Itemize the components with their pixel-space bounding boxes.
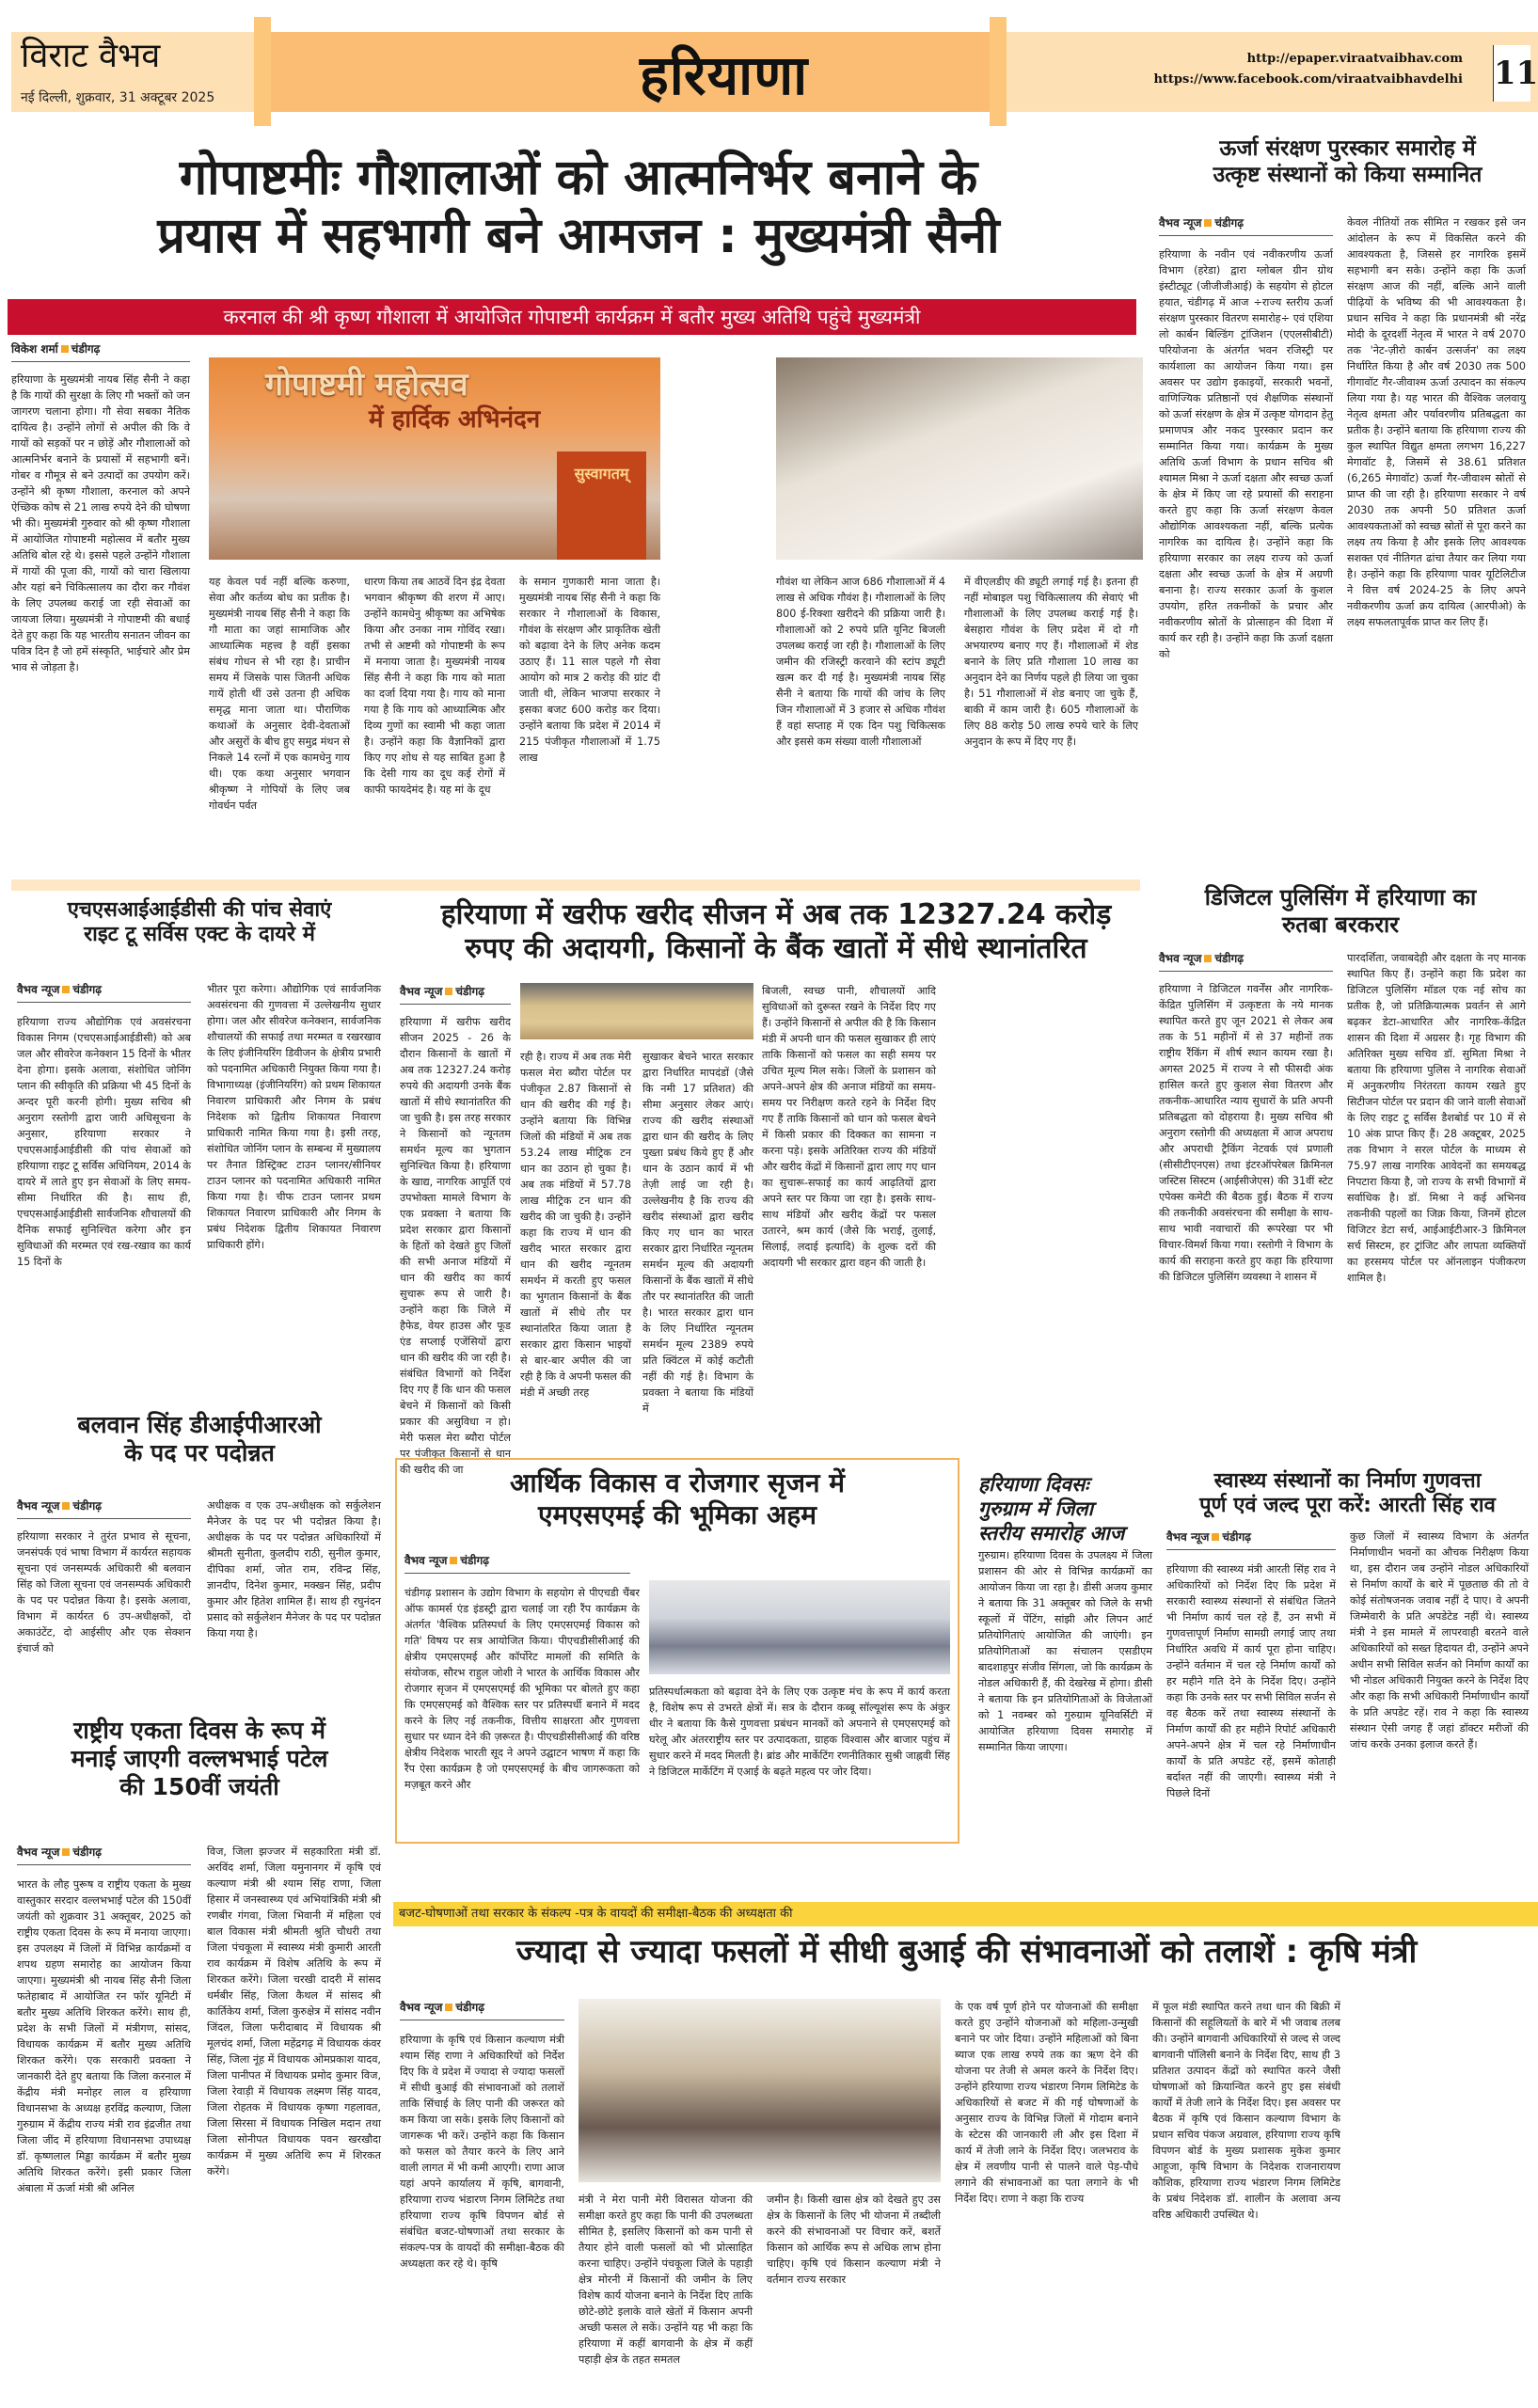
lead-column-5: गौवंश था लेकिन आज 686 गौशालाओं में 4 लाख से अधिक गौवंश है। गौशालाओं के लिए 800 ई-रिक्शा खरीदने की प्रक्रिया जारी है। गौशालाओं को 2 रुपये प्रति यूनिट बिजली उपलब्ध कराई जा रही है। गौशालाओं के लिए जमीन की रजिस्ट्री करवाने की स्टांप ड्यूटी खत्म कर दी गई है। मुख्यमंत्री नायब सिंह सैनी ने बताया कि गायों की जांच के लिए जिन गौशालाओं में 3 हजार से अधिक गौवंश हैं वहां सप्ताह में एक दिन पशु चिकित्सक और इससे कम संख्या वाली गौशालाओं [776, 576, 945, 748]
patel-headline [11, 1717, 388, 1801]
kharif-column-3: सुखाकर बेचने भारत सरकार द्वारा निर्धारित मापदंडों (जैसे कि नमी 17 प्रतिशत) की सीमा अनुसार लेकर आएं। राज्य की खरीद संस्थाओं द्वारा धान की खरीद के लिए पुख्ता प्रबंध किये हुए हैं और धान के उठान कार्य में भी तेज़ी लाई जा रही है। उल्लेखनीय है कि राज्य की खरीद संस्थाओं द्वारा खरीद किए गए धान का भारत सरकार द्वारा निर्धारित न्यूनतम समर्थन मूल्य की अदायगी किसानों के बैंक खातों में सीधे तौर पर स्थानांतरित की जाती है। भारत सरकार द्वारा धान के लिए निर्धारित न्यूनतम समर्थन मूल्य 2389 रुपये प्रति क्विंटल में कोई कटौती नहीं की गई है। विभाग के प्रवक्ता ने बताया कि मंडियों में [642, 1051, 753, 1415]
photo-banner-sub: में हार्दिक अभिनंदन [369, 405, 541, 434]
agri-byline [400, 1999, 564, 2020]
photo-banner-text: गोपाष्टमी महोत्सव [265, 366, 468, 404]
byline-name: वैभव न्यूज [404, 1554, 448, 1567]
hsiidc-byline [17, 981, 191, 1003]
balwan-column-2: अधीक्षक व एक उप-अधीक्षक को सर्कुलेशन मैनेजर के पद पर भी पदोन्नत किया है। अधीक्षक के पद पर पदोन्नत अधिकारियों में श्रीमती सुनीता, कुलदीप राठी, सुनील कुमार, दीपिका शर्मा, जोत राम, रविन्द्र सिंह, ज्ञानदीप, दिनेश कुमार, मक्खन सिंह, प्रदीप कुमार और हितेश शामिल हैं। साथ ही रघुनंदन प्रसाद को सर्कुलेशन मैनेजर के पद पर पदोन्नत किया गया है। [207, 1499, 381, 1640]
lead-photo-cows [776, 357, 1143, 560]
energy-headline [1162, 136, 1533, 188]
lead-subhead-bar: करनाल की श्री कृष्ण गौशाला में आयोजित गोपाष्टमी कार्यक्रम में बतौर मुख्य अतिथि पहुंचे मुख्यमंत्री [8, 299, 1136, 335]
band-tab-left [254, 17, 271, 126]
msme-photo [649, 1580, 950, 1674]
byline-name: वैभव न्यूज [1159, 216, 1202, 230]
lead-column-2: यह केवल पर्व नहीं बल्कि करुणा, सेवा और कर्तव्य बोध का प्रतीक है। मुख्यमंत्री नायब सिंह सैनी ने कहा कि गौ माता का जहां सामाजिक और आध्यात्मिक महत्त्व है वहीं इसका संबंध गोधन से भी रहा है। प्राचीन समय में जिसके पास जितनी अधिक गायें होती थीं उसे उतना ही अधिक समृद्ध माना जाता था। पौराणिक कथाओं के अनुसार देवी-देवताओं और असुरों के बीच हुए समुद्र मंथन से निकले 14 रत्नों में एक कामधेनु गाय थी। एक कथा अनुसार भगवान श्रीकृष्ण ने गोपियों के लिए जब गोवर्धन पर्वत [209, 576, 350, 812]
health-column-1: हरियाणा की स्वास्थ्य मंत्री आरती सिंह राव ने अधिकारियों को निर्देश दिए कि प्रदेश में सरकारी स्वास्थ्य संस्थानों से संबंधित जितने भी निर्माण कार्य चल रहे हैं, उन सभी में गुणवत्तापूर्ण निर्माण सामग्री लगाई जाए तथा निर्धारित अवधि में कार्य पूरा होना चाहिए। उन्होंने वर्तमान में चल रहे निर्माण कार्यों को हर महीने गति देने के निर्देश दिए। उन्होंने कहा कि उनके स्तर पर सभी सिविल सर्जन से वह बैठक करें तथा स्वास्थ्य संस्थानों के निर्माण कार्यों की हर महीने रिपोर्ट अधिकारी अपने-अपने क्षेत्र में चल रहे निर्माणाधीन कार्यों के प्रति अपडेट रहें, इसमें कोताही बर्दाश्त नहीं की जाएगी। स्वास्थ्य मंत्री ने पिछले दिनों [1166, 1563, 1336, 1799]
byline-dot-icon [62, 1848, 70, 1856]
lead-photo-stage [209, 357, 660, 560]
kharif-photo-grain [520, 983, 753, 1039]
patel-headline-line2: मनाई जाएगी वल्लभभाई पटेल [71, 1745, 328, 1772]
balwan-column-1: हरियाणा सरकार ने तुरंत प्रभाव से सूचना, जनसंपर्क एवं भाषा विभाग में कार्यरत सहायक सूचना एवं जनसम्पर्क अधिकारी श्री बलवान सिंह को जिला सूचना एवं जनसम्पर्क अधिकारी के पद पर पदोन्नत किया है। इसके अलावा, विभाग में कार्यरत 6 उप-अधीक्षकों, दो अकाउंटेंट, दो आईसीए और एक सेक्शन इंचार्ज को [17, 1530, 191, 1655]
lead-headline-line1: गोपाष्टमीः गौशालाओं को आत्मनिर्भर बनाने के [179, 150, 978, 206]
lead-headline-line2: प्रयास में सहभागी बने आमजन : मुख्यमंत्री सैनी [157, 208, 1000, 265]
haryana-day-headline [978, 1472, 1157, 1545]
haryana-day-headline-line1: हरियाणा दिवसः [978, 1473, 1089, 1496]
kharif-byline [400, 983, 511, 1005]
patel-headline-line1: राष्ट्रीय एकता दिवस के रूप में [73, 1717, 325, 1744]
lead-column-3: धारण किया तब आठवें दिन इंद्र देवता भगवान श्रीकृष्ण की शरण में आए। उन्होंने कामधेनु श्रीकृष्ण का अभिषेक किया और उनका नाम गोविंद रखा। तभी से अष्टमी को गोपाष्टमी के रूप में मनाया जाता है। मुख्यमंत्री नायब सिंह सैनी ने कहा कि गाय को माता का दर्जा दिया गया है। गाय को माना गया है कि गाय को आध्यात्मिक और दिव्य गुणों का स्वामी भी कहा जाता है। उन्होंने कहा कि वैज्ञानिकों द्वारा किए गए शोध से यह साबित हुआ है कि देसी गाय का दूध कई रोगों में काफी फायदेमंद है। यह मां के दूध [364, 576, 505, 796]
agri-column-2: मंत्री ने मेरा पानी मेरी विरासत योजना की समीक्षा करते हुए कहा कि पानी की उपलब्धता सीमित है, इसलिए किसानों को कम पानी से तैयार होने वाली फसलों को भी प्रोत्साहित करना चाहिए। उन्होंने पंचकूला जिले के पहाड़ी क्षेत्र मोरनी में किसानों की जमीन के लिए विशेष कार्य योजना बनाने के निर्देश दिए ताकि छोटे-छोटे इलाके वाले खेतों में किसान अपनी अच्छी फसल ले सकें। उन्होंने यह भी कहा कि हरियाणा में कहीं बागवानी के क्षेत्र में कहीं पहाड़ी क्षेत्र के तहत समतल [579, 2194, 753, 2366]
band-tab-right [990, 17, 1007, 126]
haryana-day-headline-line2: गुरुग्राम में जिला [978, 1497, 1094, 1520]
byline-place: चंडीगढ़ [71, 342, 101, 356]
health-headline-line2: पूर्ण एवं जल्द पूरा करें: आरती सिंह राव [1199, 1494, 1496, 1518]
agri-photo-meeting [579, 1999, 941, 2182]
agri-column-3: जमीन है। किसी खास क्षेत्र को देखते हुए उस क्षेत्र के किसानों के लिए भी योजना में तब्दीली करने की संभावनाओं पर विचार करें, बशर्ते किसान को आर्थिक रूप से अधिक लाभ होना चाहिए। कृषि एवं किसान कल्याण मंत्री ने वर्तमान राज्य सरकार [767, 2194, 941, 2286]
byline-dot-icon [1204, 955, 1212, 962]
patel-column-1: भारत के लौह पुरूष व राष्ट्रीय एकता के मुख्य वास्तुकार सरदार वल्लभभाई पटेल की 150वीं जयंती को शुक्रवार 31 अक्तूबर, 2025 को राष्ट्रीय एकता दिवस के रूप में मनाया जाएगा। इस उपलक्ष्य में जिलों में विभिन्न कार्यक्रमों व शपथ ग्रहण समारोह का आयोजन किया जाएगा। मुख्यमंत्री श्री नायब सिंह सैनी जिला फतेहाबाद में आयोजित रन फॉर यूनिटी में बतौर मुख्य अतिथि शिरकत करेंगे। साथ ही, प्रदेश के सभी जिलों में मंत्रीगण, सांसद, विधायक कार्यक्रम में बतौर मुख्य अतिथि शिरकत करेंगे। एक सरकारी प्रवक्ता ने जानकारी देते हुए बताया कि जिला करनाल में केंद्रीय मंत्री मनोहर लाल व हरियाणा विधानसभा के अध्यक्ष हरविंद्र कल्याण, जिला गुरुग्राम में केंद्रीय राज्य मंत्री राव इंद्रजीत तथा जिला जींद में हरियाणा विधानसभा उपाध्यक्ष डॉ. कृष्णलाल मिड्ढा कार्यक्रम में बतौर मुख्य अतिथि शिरकत करेंगे। इसी प्रकार जिला अंबाला में ऊर्जा मंत्री श्री अनिल [17, 1878, 191, 2194]
lead-column-4: के समान गुणकारी माना जाता है। मुख्यमंत्री नायब सिंह सैनी ने कहा कि सरकार ने गौशालाओं के विकास, गौवंश के संरक्षण और प्राकृतिक खेती को बढ़ावा देने के लिए अनेक कदम उठाए हैं। 11 साल पहले गौ सेवा आयोग को मात्र 2 करोड़ की ग्रांट दी जाती थी, लेकिन भाजपा सरकार ने इसका बजट 600 करोड़ कर दिया। उन्होंने बताया कि प्रदेश में 2014 में 215 पंजीकृत गौशालाओं में 1.75 लाख [519, 576, 660, 764]
energy-headline-line1: ऊर्जा संरक्षण पुरस्कार समारोह में [1219, 136, 1476, 161]
digital-headline-line1: डिजिटल पुलिसिंग में हरियाणा का [1204, 884, 1477, 911]
balwan-byline [17, 1497, 191, 1519]
byline-place: चंडीगढ़ [72, 1846, 103, 1859]
patel-headline-line3: की 150वीं जयंती [119, 1773, 279, 1800]
msme-headline-line1: आर्थिक विकास व रोजगार सृजन में [509, 1467, 845, 1498]
digital-column-1: हरियाणा ने डिजिटल गवर्नेंस और नागरिक-केंद्रित पुलिसिंग में उत्कृष्टता के नये मानक स्थापित करते हुए जून 2021 से लेकर अब तक के 51 महीनों में से 37 महीनों तक राष्ट्रीय रैंकिंग में शीर्ष स्थान कायम रखा है। अगस्त 2025 में राज्य ने सौ फीसदी अंक हासिल करते हुए कुशल सेवा वितरण और तकनीक-आधारित न्याय सुधारों के प्रति अपनी प्रतिबद्धता को दोहराया है। मुख्य सचिव श्री अनुराग रस्तोगी की अध्यक्षता में आज अपराध और अपराधी ट्रैकिंग नेटवर्क एवं प्रणाली (सीसीटीएनएस) तथा इंटरऑपरेबल क्रिमिनल जस्टिस सिस्टम (आईसीजेएस) की 31वीं स्टेट एपेक्स कमेटी की बैठक हुई। बैठक में राज्य की तकनीकी अवसंरचना की समीक्षा के साथ-साथ भावी नवाचारों की रूपरेखा पर भी विचार-विमर्श किया गया। रस्तोगी ने विभाग के कार्य की सराहना करते हुए कहा कि हरियाणा की डिजिटल पुलिसिंग व्यवस्था ने शासन में [1159, 983, 1333, 1283]
byline-name: वैभव न्यूज [17, 1499, 60, 1513]
byline-place: चंडीगढ़ [455, 985, 485, 998]
dateline: नई दिल्ली, शुक्रवार, 31 अक्टूबर 2025 [21, 90, 215, 105]
health-column-2: कुछ जिलों में स्वास्थ्य विभाग के अंतर्गत निर्माणाधीन भवनों का औचक निरीक्षण किया था, इस दौरान जब उन्होंने नोडल अधिकारियों से निर्माण कार्यों के बारे में पूछताछ की तो वे कोई संतोषजनक जवाब नहीं दे पाए। वे अपनी जिम्मेवारी के प्रति अपडेटेड नहीं थे। स्वास्थ्य मंत्री ने इस मामले में लापरवाही बरतने वाले अधिकारियों को सख्त हिदायत दी, उन्होंने अपने अधीन सभी सिविल सर्जन को निर्माण कार्यों का भी नोडल अधिकारी नियुक्त करने के निर्देश दिए और कहा कि सभी अधिकारी निर्माणाधीन कार्यों के प्रति अपडेट रहें। राव ने कहा कि स्वास्थ्य संस्थान ऐसी जगह हैं जहां डॉक्टर मरीजों की जांच करके उनका इलाज करते हैं। [1350, 1530, 1529, 1751]
hsiidc-headline [11, 898, 388, 948]
health-byline [1166, 1529, 1336, 1550]
podium [557, 452, 646, 560]
byline-dot-icon [445, 2004, 452, 2011]
msme-byline [404, 1552, 630, 1574]
patel-column-2: विज, जिला झज्जर में सहकारिता मंत्री डॉ. अरविंद शर्मा, जिला यमुनानगर में कृषि एवं कल्याण मंत्री श्री श्याम सिंह राणा, जिला हिसार में जनस्वास्थ्य एवं अभियांत्रिकी मंत्री श्री रणबीर गंगवा, जिला भिवानी में महिला एवं बाल विकास मंत्री श्रीमती श्रुति चौधरी तथा जिला पंचकूला में स्वास्थ्य मंत्री कुमारी आरती राव कार्यक्रम में विशेष अतिथि के रूप में शिरकत करेंगे। जिला चरखी दादरी में सांसद धर्मबीर सिंह, जिला कैथल में सांसद श्री कार्तिकेय शर्मा, जिला कुरुक्षेत्र में सांसद नवीन जिंदल, जिला फरीदाबाद में विधायक श्री मूलचंद शर्मा, जिला महेंद्रगढ़ में विधायक कंवर सिंह, जिला नूंह में विधायक ओमप्रकाश यादव, जिला पानीपत में विधायक प्रमोद कुमार विज, जिला रेवाड़ी में विधायक लक्ष्मण सिंह यादव, जिला रोहतक में विधायक कृष्णा गहलावत, जिला सिरसा में विधायक निखिल मदान तथा जिला सोनीपत विधायक पवन खरखौदा कार्यक्रम में मुख्य अतिथि रूप में शिरकत करेंगे। [207, 1846, 381, 2178]
byline-place: चंडीगढ़ [455, 2001, 485, 2014]
byline-place: चंडीगढ़ [1214, 952, 1245, 965]
patel-byline [17, 1844, 191, 1865]
hsiidc-column-1: हरियाणा राज्य औद्योगिक एवं अवसंरचना विकास निगम (एचएसआईआईडीसी) को अब जल और सीवरेज कनेक्शन 15 दिनों के भीतर देना होगा। इसके अलावा, संशोधित जोनिंग प्लान की स्वीकृति की प्रक्रिया भी 45 दिनों के अन्दर पूरी करनी होगी। मुख्य सचिव श्री अनुराग रस्तोगी द्वारा जारी अधिसूचना के अनुसार, हरियाणा सरकार ने एचएसआईआईडीसी की पांच सेवाओं को हरियाणा राइट टू सर्विस अधिनियम, 2014 के दायरे में लाते हुए इन सेवाओं के लिए समय-सीमा निर्धारित की है। साथ ही, एचएसआईआईडीसी सार्वजनिक शौचालयों की दैनिक सफाई सुनिश्चित करेगा और इन सुविधाओं की मरम्मत एवं रख-रखाव का कार्य 15 दिनों के [17, 1016, 191, 1268]
msme-column-2: प्रतिस्पर्धात्मकता को बढ़ावा देने के लिए एक उत्कृष्ट मंच के रूप में कार्य करता है, विशेष रूप से उभरते क्षेत्रों में। सत्र के दौरान कब्बू सॉल्यूशंस रूप के अंकुर धीर ने बताया कि कैसे गुणवत्ता प्रबंधन मानकों को अपनाने से एमएसएमई को घरेलू और अंतरराष्ट्रीय स्तर पर उत्पादकता, ग्राहक विश्वास और बाजार पहुंच में सुधार करने में मदद मिलती है। ब्रांड और मार्केटिंग रणनीतिकार सुश्री जाह्नवी सिंह ने डिजिटल मार्केटिंग में एआई के बढ़ते महत्व पर जोर दिया। [649, 1686, 950, 1778]
balwan-headline [11, 1411, 388, 1467]
lead-headline [19, 149, 1138, 266]
health-headline [1162, 1469, 1533, 1519]
kharif-column-4: बिजली, स्वच्छ पानी, शौचालयों आदि सुविधाओं को दुरूस्त रखने के निर्देश दिए गए हैं। उन्होंने किसानों से अपील की है कि किसान मंडी में अपनी धान की फसल सुखाकर ही लाएं ताकि किसानों को फसल का सही समय पर उचित मूल्य मिल सके। जिलों के प्रशासन को अपने-अपने क्षेत्र की अनाज मंडियों का समय-समय पर निरीक्षण करते रहने के निर्देश दिए गए हैं ताकि किसानों को धान को फसल बेचने में किसी प्रकार की दिक्कत का सामना न करना पड़े। इसके अतिरिक्त राज्य की मंडियों और खरीद केंद्रों में किसानों द्वारा लाए गए धान का सुचारू-सफाई का कार्य आढ़तियों द्वारा अपने स्तर पर किया जा रहा है। इसके साथ-साथ मंडियों और खरीद केंद्रों पर फसल उतारने, श्रम कार्य (जैसे कि भराई, तुलाई, सिलाई, लदाई इत्यादि) के शुल्क दरों की अदायगी भी सरकार द्वारा वहन की जाती है। [762, 985, 936, 1269]
agri-kicker-strip: बजट-घोषणाओं तथा सरकार के संकल्प -पत्र के वायदों की समीक्षा-बैठक की अध्यक्षता की [393, 1902, 1538, 1926]
haryana-day-column: गुरुग्राम। हरियाणा दिवस के उपलक्ष्य में जिला प्रशासन की ओर से विभिन्न कार्यक्रमों का आयोजन किया जा रहा है। डीसी अजय कुमार ने बताया कि 31 अक्तूबर को जिले के सभी स्कूलों में पेंटिंग, सांझी और लिपन आर्ट प्रतियोगिताएं आयोजित की जाएंगी। इन प्रतियोगिताओं का संचालन एसडीएम बादशाहपुर संजीव सिंगला, जो कि कार्यक्रम के नोडल अधिकारी हैं, की देखरेख में होगा। डीसी ने बताया कि इन प्रतियोगिताओं के विजेताओं को 1 नवम्बर को गुरुग्राम यूनिवर्सिटी में आयोजित हरियाणा दिवस समारोह में सम्मानित किया जाएगा। [978, 1549, 1152, 1753]
hsiidc-headline-line1: एचएसआईआईडीसी की पांच सेवाएं [67, 898, 332, 922]
balwan-headline-line1: बलवान सिंह डीआईपीआरओ [77, 1411, 322, 1438]
podium-text: सुस्वागतम् [574, 465, 629, 483]
msme-headline-line2: एमएसएमई की भूमिका अहम [537, 1498, 817, 1530]
agri-column-5: में फूल मंडी स्थापित करने तथा धान की बिक्री में किसानों की सहूलियतों के बारे में भी जवाब तलब की। उन्होंने बागवानी अधिकारियों से जल्द से जल्द बागवानी पॉलिसी बनाने के निर्देश दिए, साथ ही 3 प्रतिशत उत्पादन केंद्रों को स्थापित करने जैसी घोषणाओं को क्रियान्वित करने हुए इस संबंधी कार्यों में तेजी लाने के निर्देश दिए। इस अवसर पर बैठक में कृषि एवं किसान कल्याण विभाग के प्रधान सचिव पंकज अग्रवाल, हरियाणा राज्य कृषि विपणन बोर्ड के मुख्य प्रशासक मुकेश कुमार आहूजा, कृषि विभाग के निदेशक राजनारायण कौशिक, हरियाणा राज्य भंडारण निगम लिमिटेड के प्रबंध निदेशक डॉ. शालीन के अलावा अन्य वरिष्ठ अधिकारी उपस्थित थे। [1152, 2001, 1340, 2221]
energy-byline [1159, 214, 1333, 236]
byline-dot-icon [61, 345, 69, 353]
kharif-headline-line2: रुपए की अदायगी, किसानों के बैंक खातों में सीधे स्थानांतरित [465, 932, 1087, 965]
kharif-column-1: हरियाणा में खरीफ खरीद सीजन 2025 - 26 के दौरान किसानों के खातों में अब तक 12327.24 करोड़ रुपये की अदायगी उनके बैंक खातों में सीधे स्थानांतरित की जा चुकी है। इस तरह सरकार ने किसानों को न्यूनतम समर्थन मूल्य का भुगतान सुनिश्चित किया है। हरियाणा के खाद्य, नागरिक आपूर्ति एवं उपभोक्ता मामले विभाग के एक प्रवक्ता ने बताया कि प्रदेश सरकार द्वारा किसानों के हितों को देखते हुए जिलों की सभी अनाज मंडियों में धान की खरीद का कार्य सुचारू रूप से जारी है। उन्होंने कहा कि जिले में हैफेड, वेयर हाउस और फूड एंड सप्लाई एजेंसियों द्वारा धान की खरीद की जा रही है। संबंधित विभागों को निर्देश दिए गए हैं कि धान की फसल बेचने में किसानों को किसी प्रकार की असुविधा न हो। मेरी फसल मेरा ब्यौरा पोर्टल पर पंजीकृत किसानों से धान की खरीद की जा [400, 1016, 511, 1476]
energy-column-2: केवल नीतियों तक सीमित न रखकर इसे जन आंदोलन के रूप में विकसित करने की आवश्यकता है, जिससे हर नागरिक इसमें सहभागी बन सके। उन्होंने कहा कि ऊर्जा संरक्षण आज की नहीं, बल्कि आने वाली पीढ़ियों के भविष्य की भी आवश्यकता है। प्रधान सचिव ने कहा कि प्रधानमंत्री श्री नरेंद्र मोदी के दूरदर्शी नेतृत्व में भारत ने वर्ष 2070 तक 'नेट-ज़ीरो कार्बन उत्सर्जन' का लक्ष्य निर्धारित किया है और वर्ष 2030 तक 500 गीगावॉट गैर-जीवाश्म ऊर्जा उत्पादन का संकल्प लिया गया है। यह भारत की वैश्विक जलवायु नेतृत्व क्षमता और पर्यावरणीय प्रतिबद्धता का प्रतीक है। उन्होंने बताया कि हरियाणा राज्य की कुल स्थापित विद्युत क्षमता लगभग 16,227 मेगावॉट है, जिसमें से 38.61 प्रतिशत (6,265 मेगावॉट) ऊर्जा गैर-जीवाश्म स्रोतों से प्राप्त की जा रही है। हरियाणा सरकार ने वर्ष 2030 तक अपनी 50 प्रतिशत ऊर्जा आवश्यकताओं को स्वच्छ स्रोतों से पूरा करने का लक्ष्य तय किया है और इसके लिए आवश्यक सशक्त एवं नीतिगत ढांचा तैयार कर लिया गया है। उन्होंने कहा कि हरियाणा पावर यूटिलिटीज ने वित्त वर्ष 2024-25 के लिए अपने नवीकरणीय ऊर्जा क्रय दायित्व (आरपीओ) के लक्ष्य सफलतापूर्वक प्राप्त कर लिए हैं। [1347, 216, 1526, 628]
byline-dot-icon [62, 986, 70, 993]
byline-name: वैभव न्यूज [17, 983, 60, 996]
masthead-links [1153, 49, 1463, 90]
byline-place: चंडीगढ़ [460, 1554, 490, 1567]
hsiidc-headline-line2: राइट टू सर्विस एक्ट के दायरे में [84, 923, 315, 947]
byline-dot-icon [445, 988, 452, 995]
byline-dot-icon [1212, 1533, 1219, 1541]
haryana-day-headline-line3: स्तरीय समारोह आज [978, 1522, 1125, 1545]
agri-column-1: हरियाणा के कृषि एवं किसान कल्याण मंत्री श्याम सिंह राणा ने अधिकारियों को निर्देश दिए कि वे प्रदेश में ज्यादा से ज्यादा फसलों में सीधी बुआई की संभावनाओं को तलाशें ताकि सिंचाई के लिए पानी की जरूरत को कम किया जा सके। इसके लिए किसानों को जागरूक भी करें। उन्होंने कहा कि किसान को फसल को तैयार करने के लिए आने वाली लागत में भी कमी आएगी। राणा आज यहां अपने कार्यालय में कृषि, बागवानी, हरियाणा राज्य भंडारण निगम लिमिटेड तथा हरियाणा राज्य कृषि विपणन बोर्ड से संबंधित बजट-घोषणाओं तथा सरकार के संकल्प-पत्र के वायदों की समीक्षा-बैठक की अध्यक्षता कर रहे थे। कृषि [400, 2034, 564, 2270]
byline-name: वैभव न्यूज [400, 2001, 443, 2014]
digital-column-2: पारदर्शिता, जवाबदेही और दक्षता के नए मानक स्थापित किए हैं। उन्होंने कहा कि प्रदेश का डिजिटल पुलिसिंग मॉडल एक नई सोच का प्रतीक है, जो प्रतिक्रियात्मक प्रवर्तन से आगे बढ़कर डेटा-आधारित और नागरिक-केंद्रित शासन की दिशा में अग्रसर है। गृह विभाग की अतिरिक्त मुख्य सचिव डॉ. सुमिता मिश्रा ने बताया कि हरियाणा पुलिस ने नागरिक सेवाओं में अनुकरणीय निरंतरता कायम रखते हुए सिटीजन पोर्टल पर प्रदान की जाने वाली सेवाओं के लिए राइट टू सर्विस डैशबोर्ड पर 10 में से 10 अंक प्राप्त किए हैं। 28 अक्टूबर, 2025 तक विभाग ने सरल पोर्टल के माध्यम से 75.97 लाख नागरिक आवेदनों का समयबद्ध निपटारा किया है, जो राज्य के सभी विभागों में सर्वाधिक है। डॉ. मिश्रा ने कई अभिनव तकनीकी पहलों का जिक्र किया, जिनमें होटल विजिटर डेटा सर्च, आईआईटीआर-3 क्रिमिनल सर्च सिस्टम, हर ट्रांजिट और लापता व्यक्तियों का हरसमय पोर्टल पर ऑनलाइन पंजीकरण शामिल है। [1347, 952, 1526, 1284]
msme-column-1: चंडीगढ़ प्रशासन के उद्योग विभाग के सहयोग से पीएचडी चैंबर ऑफ कामर्स एंड इंडस्ट्री द्वारा चलाई जा रही रैंप कार्यक्रम के अंतर्गत 'वैश्विक प्रतिस्पर्धा के लिए एमएसएमई विकास को गति' विषय पर सत्र आयोजित किया। पीएचडीसीसीआई की क्षेत्रीय एमएसएमई और कॉर्पोरेट मामलों की समिति के संयोजक, सौरभ राहुल जोशी ने भारत के आर्थिक विकास और रोजगार सृजन में एमएसएमई की भूमिका पर बोलते हुए कहा कि एमएसएमई को वैश्विक स्तर पर प्रतिस्पर्धी बनाने में मदद करने के लिए नई तकनीक, वित्तीय साक्षरता और गुणवत्ता सुधार पर ध्यान देने की ज़रूरत है। पीएचडीसीसीआई की वरिष्ठ क्षेत्रीय निदेशक भारती सूद ने अपने उद्घाटन भाषण में कहा कि रैंप ऐसा कार्यक्रम है जो एमएसएमई के बीच जागरूकता को मज़बूत करने और [404, 1587, 640, 1791]
byline-name: विकेश शर्मा [11, 342, 58, 356]
health-headline-line1: स्वास्थ्य संस्थानों का निर्माण गुणवत्ता [1213, 1469, 1482, 1493]
digital-headline [959, 884, 1533, 939]
energy-headline-line2: उत्कृष्ट संस्थानों को किया सम्मानित [1213, 162, 1483, 187]
byline-place: चंडीगढ़ [1214, 216, 1245, 230]
lead-byline [11, 341, 190, 362]
epaper-link[interactable]: http://epaper.viraatvaibhav.com [1246, 52, 1463, 66]
page-number: 11 [1493, 45, 1530, 102]
hsiidc-column-2: भीतर पूरा करेगा। औद्योगिक एवं सार्वजनिक अवसंरचना की गुणवत्ता में उल्लेखनीय सुधार होगा। जल और सीवरेज कनेक्शन, सार्वजनिक शौचालयों की सफाई तथा मरम्मत व रखरखाव के लिए इंजीनियरिंग डिवीजन के क्षेत्रीय प्रभारी को पदनामित अधिकारी नियुक्त किया गया है। विभागाध्यक्ष (इंजीनियरिंग) को प्रथम शिकायत निवारण प्राधिकारी और निगम के प्रबंध निदेशक को द्वितीय शिकायत निवारण प्राधिकारी नामित किया गया है। इसी तरह, संशोधित जोनिंग प्लान के सम्बन्ध में मुख्यालय पर तैनात डिस्ट्रिक्ट टाउन प्लानर/सीनियर टाउन प्लानर को पदनामित अधिकारी नामित किया गया है। चीफ टाउन प्लानर प्रथम शिकायत निवारण प्राधिकारी और निगम के प्रबंध निदेशक द्वितीय शिकायत निवारण प्राधिकारी होंगे। [207, 983, 381, 1251]
byline-name: वैभव न्यूज [17, 1846, 60, 1859]
byline-name: वैभव न्यूज [1159, 952, 1202, 965]
byline-place: चंडीगढ़ [72, 1499, 103, 1513]
balwan-headline-line2: के पद पर पदोन्नत [124, 1439, 275, 1466]
byline-place: चंडीगढ़ [72, 983, 103, 996]
byline-dot-icon [1204, 219, 1212, 227]
agri-headline: ज्यादा से ज्यादा फसलों में सीधी बुआई की संभावनाओं को तलाशें : कृषि मंत्री [515, 1933, 1418, 1971]
kharif-headline-line1: हरियाणा में खरीफ खरीद सीजन में अब तक 12327.24 करोड़ [440, 898, 1112, 931]
facebook-link[interactable]: https://www.facebook.com/viraatvaibhavdelhi [1153, 72, 1463, 87]
agri-column-4: के एक वर्ष पूर्ण होने पर योजनाओं की समीक्षा करते हुए उन्होंने योजनाओं को महिला-उन्मुखी बनाने पर जोर दिया। उन्होंने महिलाओं को बिना ब्याज एक लाख रुपये तक का ऋण देने की योजना पर तेजी से अमल करने के निर्देश दिए। उन्होंने हरियाणा राज्य भंडारण निगम लिमिटेड के अधिकारियों से बजट में की गई घोषणाओं के अनुसार राज्य के विभिन्न जिलों में गोदाम बनाने के स्टेटस की जानकारी ली और इस दिशा में कार्य में तेजी लाने के निर्देश दिए। जलभराव के क्षेत्र में लवणीय पानी से पालने वाले पेड़-पौधे लगाने की संभावनाओं का पता लगाने के भी निर्देश दिए। राणा ने कहा कि राज्य [955, 2001, 1138, 2205]
msme-headline [404, 1467, 950, 1530]
byline-dot-icon [450, 1557, 457, 1564]
lead-column-6: में वीएलडीए की ड्यूटी लगाई गई है। इतना ही नहीं मोबाइल पशु चिकित्सालय की सेवाएं भी गौशालाओं के लिए उपलब्ध कराई गई है। बेसहारा गौवंश के लिए प्रदेश में दो गौ अभयारण्य बनाए गए हैं। गौशालाओं में शेड बनाने के लिए प्रति गौशाला 10 लाख का अनुदान देने का निर्णय पहले ही लिया जा चुका है। 51 गौशालाओं में शेड बनाए जा चुके हैं, बाकी में काम जारी है। 605 गौशालाओं के लिए 88 करोड़ 50 लाख रुपये चारे के लिए अनुदान के रूप में दिए गए हैं। [964, 576, 1138, 748]
digital-byline [1159, 950, 1333, 972]
byline-name: वैभव न्यूज [400, 985, 443, 998]
byline-dot-icon [62, 1502, 70, 1510]
byline-name: वैभव न्यूज [1166, 1530, 1210, 1544]
lead-column-1: हरियाणा के मुख्यमंत्री नायब सिंह सैनी ने कहा है कि गायों की सुरक्षा के लिए गौ भक्तों को जन जागरण चलाना होगा। गौ सेवा सबका नैतिक दायित्व है। उन्होंने लोगों से अपील की कि वे गायों को सड़कों पर न छोड़ें और गौशालाओं को आत्मनिर्भर बनाने के प्रयासों में सहभागी बनें। गोबर व गौमूत्र से बने उत्पादों का उपयोग करें। उन्होंने श्री कृष्ण गौशाला, करनाल को अपने ऐच्छिक कोष से 21 लाख रुपये देने की घोषणा भी की। मुख्यमंत्री गुरुवार को श्री कृष्ण गौशाला में आयोजित गोपाष्टमी महोत्सव में बतौर मुख्य अतिथि बोल रहे थे। इससे पहले उन्होंने गौशाला में गायों की पूजा की, गायों को चारा खिलाया और यहां बने चिकित्सालय का दौरा कर गौवंश के लिए उपलब्ध कराई जा रही सेवाओं का जायजा लिया। मुख्यमंत्री ने गोपाष्टमी की बधाई देते हुए कहा कि यह भारतीय सनातन जीवन का पवित्र दिन है जो हमें संस्कृति, भाईचारे और प्रेम भाव से जोड़ता है। [11, 373, 190, 673]
digital-headline-line2: रुतबा बरकरार [1281, 911, 1400, 938]
section-title: हरियाणा [640, 43, 809, 107]
kharif-column-2: रही है। राज्य में अब तक मेरी फसल मेरा ब्यौरा पोर्टल पर पंजीकृत 2.87 किसानों से धान की खरीद की गई है। उन्होंने बताया कि विभिन्न जिलों की मंडियों में अब तक 53.24 लाख मीट्रिक टन धान का उठान हो चुका है। अब तक मंडियों में 57.78 लाख मीट्रिक टन धान की खरीद की जा चुकी है। उन्होंने कहा कि राज्य में धान की खरीद भारत सरकार द्वारा धान की खरीद न्यूनतम समर्थन में करती हुए फसल का भुगतान किसानों के बैंक खातों में सीधे तौर पर स्थानांतरित किया जाता है सरकार द्वारा किसान भाइयों से बार-बार अपील की जा रही है कि वे अपनी फसल की मंडी में अच्छी तरह [520, 1051, 631, 1399]
byline-place: चंडीगढ़ [1222, 1530, 1252, 1544]
energy-column-1: हरियाणा के नवीन एवं नवीकरणीय ऊर्जा विभाग (हरेडा) द्वारा ग्लोबल ग्रीन ग्रोथ इंस्टीट्यूट (जीजीजीआई) के सहयोग से होटल हयात, चंडीगढ़ में आज ÷राज्य स्तरीय ऊर्जा संरक्षण पुरस्कार वितरण समारोह÷ एवं एशिया लो कार्बन बिल्डिंग ट्रांजिशन (एएलसीबीटी) परियोजना के अंतर्गत भवन रजिस्ट्री पर कार्यशाला का आयोजन किया गया। इस अवसर पर उद्योग इकाइयों, सरकारी भवनों, वाणिज्यिक प्रतिष्ठानों एवं शैक्षणिक संस्थानों को ऊर्जा संरक्षण के क्षेत्र में उत्कृष्ट योगदान हेतु प्रमाणपत्र और नकद पुरस्कार प्रदान कर सम्मानित किया गया। कार्यक्रम के मुख्य अतिथि ऊर्जा विभाग के प्रधान सचिव श्री श्यामल मिश्रा ने ऊर्जा दक्षता और स्वच्छ ऊर्जा के क्षेत्र में किए जा रहे प्रयासों की सराहना करते हुए कहा कि ऊर्जा संरक्षण केवल औद्योगिक आवश्यकता नहीं, बल्कि प्रत्येक नागरिक का दायित्व है। उन्होंने कहा कि हरियाणा सरकार का लक्ष्य राज्य को ऊर्जा दक्षता और स्वच्छ ऊर्जा के क्षेत्र में अग्रणी बनाना है। राज्य सरकार ऊर्जा के कुशल उपयोग, हरित तकनीकों के प्रचार और नवीकरणीय स्रोतों के प्रोत्साहन की दिशा में कार्य कर रही है। उन्होंने कहा कि ऊर्जा दक्षता को [1159, 248, 1333, 660]
paper-name: विराट वैभव [21, 37, 161, 75]
